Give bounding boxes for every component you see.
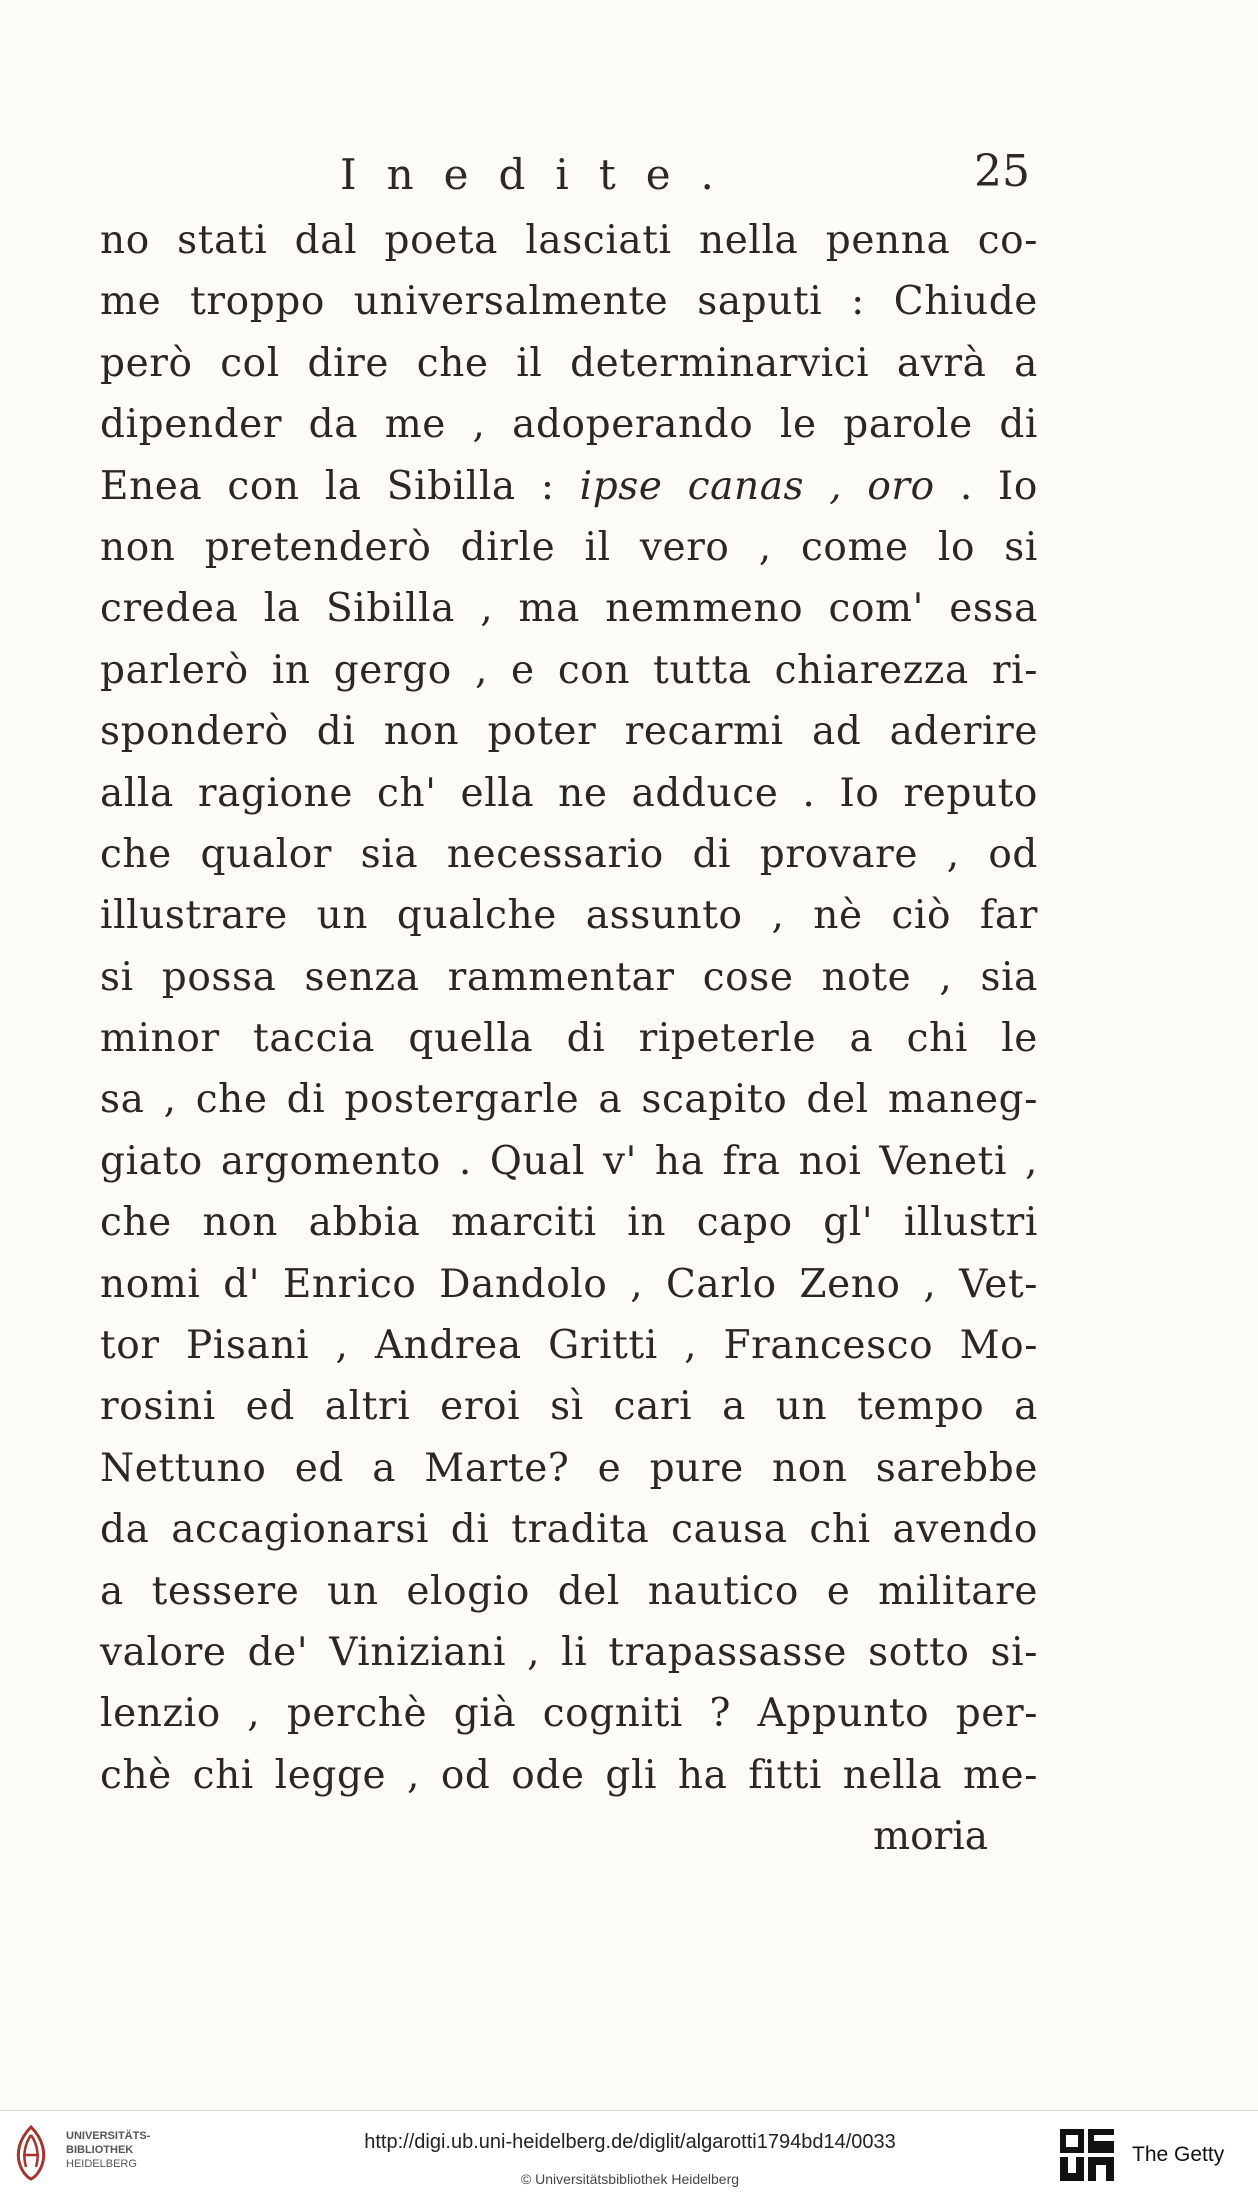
text-line: valore de' Viniziani , li trapassasse sotto si- <box>100 1629 1038 1675</box>
text-line: non pretenderò dirle il vero , come lo si <box>100 524 1038 570</box>
text-line: nomi d' Enrico Dandolo , Carlo Zeno , Vet- <box>100 1261 1038 1307</box>
text-line <box>100 456 1038 517</box>
catchword: moria <box>873 1814 988 1860</box>
text-line: me troppo universalmente saputi : Chiude <box>100 279 1038 325</box>
text-line: giato argomento . Qual v' ha fra noi Veneti , <box>100 1138 1038 1184</box>
text-line: lenzio , perchè già cogniti ? Appunto per- <box>100 1691 1038 1737</box>
latin-quote: ipse canas , oro <box>579 463 935 509</box>
viewer-footer <box>0 2110 1258 2200</box>
text-line: Nettuno ed a Marte? e pure non sarebbe <box>100 1445 1038 1491</box>
text-line: che non abbia marciti in capo gl' illustri <box>100 1200 1038 1246</box>
text-line: chè chi legge , od ode gli ha fitti nella me- <box>100 1752 1038 1798</box>
text-line: a tessere un elogio del nautico e militare <box>100 1568 1038 1614</box>
text-line: sa , che di postergarle a scapito del maneg- <box>100 1077 1038 1123</box>
text-line: da accagionarsi di tradita causa chi avendo <box>100 1507 1038 1553</box>
text-line: sponderò di non poter recarmi ad aderire <box>100 709 1038 755</box>
university-library-name[interactable]: UNIVERSITÄTS- BIBLIOTHEK HEIDELBERG <box>66 2130 151 2170</box>
permalink-url[interactable]: http://digi.ub.uni-heidelberg.de/diglit/algarotti1794bd14/0033 <box>364 2131 896 2153</box>
text-line: però col dire che il determinarvici avrà a <box>100 340 1038 386</box>
getty-logo-icon[interactable] <box>1058 2127 1116 2183</box>
running-head <box>340 146 1030 210</box>
running-head-title: Inedite. <box>340 150 744 199</box>
text-line: no stati dal poeta lasciati nella penna co- <box>100 218 1038 263</box>
text-line: rosini ed altri eroi sì cari a un tempo a <box>100 1384 1038 1430</box>
university-library-logo-icon[interactable] <box>12 2125 50 2181</box>
text-line-end: . Io <box>934 463 1039 509</box>
body-text <box>100 210 1038 1868</box>
text-line: illustrare un qualche assunto , nè ciò far <box>100 893 1038 939</box>
text-line: si possa senza rammentar cose note , sia <box>100 954 1038 1000</box>
getty-partner-label[interactable]: The Getty <box>1132 2143 1225 2166</box>
text-line: credea la Sibilla , ma nemmeno com' essa <box>100 586 1038 632</box>
page-number: 25 <box>974 146 1030 197</box>
text-line: tor Pisani , Andrea Gritti , Francesco Mo- <box>100 1323 1038 1369</box>
copyright-notice: © Universitätsbibliothek Heidelberg <box>520 2171 740 2187</box>
text-line: minor taccia quella di ripeterle a chi le <box>100 1016 1038 1062</box>
text-line: parlerò in gergo , e con tutta chiarezza ri- <box>100 647 1038 693</box>
text-line: dipender da me , adoperando le parole di <box>100 402 1038 448</box>
text-line-start: Enea con la Sibilla : <box>100 463 580 509</box>
text-line: alla ragione ch' ella ne adduce . Io reputo <box>100 770 1038 816</box>
text-line: che qualor sia necessario di provare , od <box>100 831 1038 877</box>
